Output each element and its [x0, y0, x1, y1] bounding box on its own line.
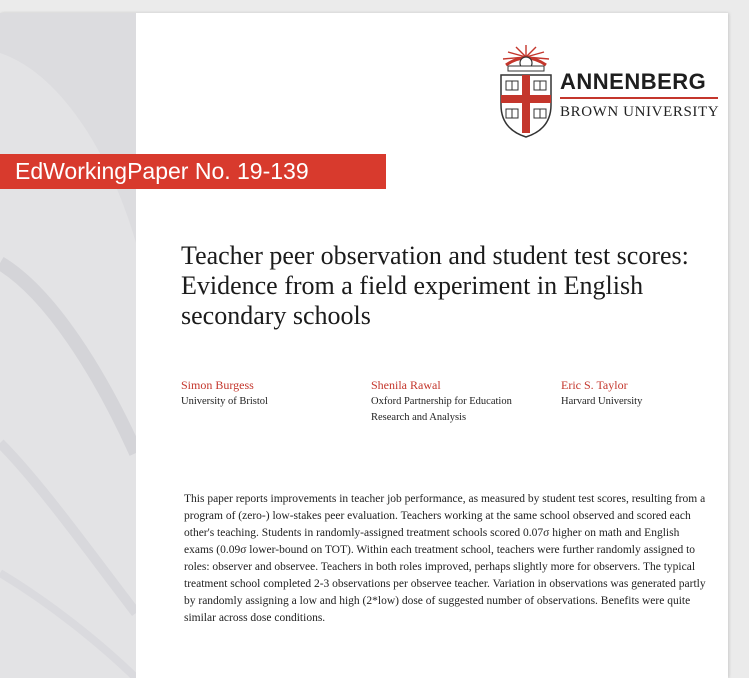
decorative-side-panel: [0, 13, 136, 678]
author-block: [181, 377, 351, 410]
author-block: [371, 377, 551, 426]
series-banner: EdWorkingPaper No. 19-139: [0, 154, 386, 189]
author-name: Shenila Rawal: [371, 378, 441, 392]
decorative-curves: [0, 13, 136, 678]
author-name: Simon Burgess: [181, 378, 254, 392]
logo-divider: [560, 97, 718, 99]
author-affiliation: Oxford Partnership for Education Research and Analysis: [371, 396, 512, 423]
paper-title: Teacher peer observation and student test scores: Evidence from a field experiment in English secondary schools: [181, 241, 689, 330]
document-page: [0, 13, 728, 678]
author-affiliation: Harvard University: [561, 396, 643, 407]
author-affiliation: University of Bristol: [181, 396, 268, 407]
logo-subtitle: BROWN UNIVERSITY: [560, 104, 720, 120]
author-name: Eric S. Taylor: [561, 378, 628, 392]
annenberg-logo: [498, 43, 724, 143]
brown-university-shield-icon: [498, 43, 554, 139]
author-block: [561, 377, 711, 410]
abstract-text: This paper reports improvements in teacher job performance, as measured by student test scores, resulting from a program of (zero-) low-stakes peer evaluation. Teachers working at the same school observed and scored each other's teaching. Students in randomly-assigned treatment schools scored 0.07σ higher on math and English exams (0.09σ lower-bound on TOT). Within each treatment school, teachers were further randomly assigned to roles: observer and observee. Teachers in both roles improved, perhaps slightly more for observers. The typical treatment school completed 2-3 observations per observee teacher. Variation in observations was generated partly by randomly assigning a low and high (2*low) dose of suggested number of observations. Benefits were quite similar across dose conditions.: [184, 493, 706, 624]
logo-name: ANNENBERG: [560, 69, 707, 94]
